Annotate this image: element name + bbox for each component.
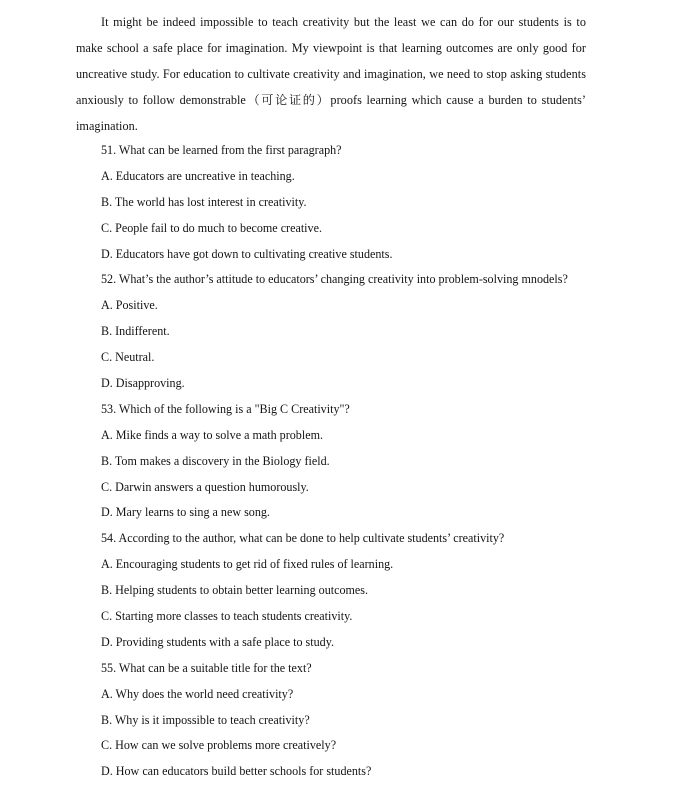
question-53: [101, 397, 601, 526]
answer-option-a: A. Positive.: [101, 298, 158, 313]
answer-option-d: D. Providing students with a safe place to study.: [101, 634, 334, 649]
answer-option-c: C. Darwin answers a question humorously.: [101, 479, 309, 494]
answer-option-b: B. The world has lost interest in creativity.: [101, 194, 307, 209]
question-54: [101, 526, 601, 655]
question-list: [101, 138, 601, 785]
question-51: [101, 138, 601, 267]
answer-option-d: D. Disapproving.: [101, 376, 185, 391]
answer-option-b: B. Why is it impossible to teach creativity?: [101, 712, 310, 727]
answer-option-b: B. Indifferent.: [101, 324, 170, 339]
answer-option-b: B. Helping students to obtain better learning outcomes.: [101, 583, 369, 598]
answer-option-b: B. Tom makes a discovery in the Biology field.: [101, 453, 330, 468]
answer-option-a: A. Encouraging students to get rid of fixed rules of learning.: [101, 557, 394, 572]
answer-option-d: D. Educators have got down to cultivating creative students.: [101, 246, 393, 261]
question-stem: 53. Which of the following is a "Big C Creativity"?: [101, 401, 350, 416]
answer-option-d: D. How can educators build better schools for students?: [101, 764, 372, 779]
passage-paragraph: It might be indeed impossible to teach creativity but the least we can do for our students is to make school a safe place for imagination. My viewpoint is that learning outcomes are only good for uncreative study. For education to cultivate creativity and imagination, we need to stop asking students anxiously to follow demonstrable（可论证的）proofs learning which cause a burden to students’ imagination.: [76, 15, 586, 133]
answer-option-c: C. People fail to do much to become creative.: [101, 220, 322, 235]
answer-option-c: C. How can we solve problems more creatively?: [101, 738, 337, 753]
answer-option-a: A. Mike finds a way to solve a math problem.: [101, 427, 324, 442]
question-stem: 51. What can be learned from the first paragraph?: [101, 143, 342, 157]
question-55: [101, 656, 601, 785]
question-stem: 55. What can be a suitable title for the text?: [101, 660, 312, 675]
answer-option-d: D. Mary learns to sing a new song.: [101, 505, 270, 520]
answer-option-a: A. Why does the world need creativity?: [101, 686, 294, 701]
question-stem: 54. According to the author, what can be done to help cultivate students’ creativity?: [101, 531, 505, 546]
answer-option-a: A. Educators are uncreative in teaching.: [101, 168, 295, 183]
question-stem: 52. What’s the author’s attitude to educators’ changing creativity into problem-solving mnodels?: [101, 272, 568, 287]
answer-option-c: C. Neutral.: [101, 350, 155, 365]
question-52: [101, 267, 601, 396]
answer-option-c: C. Starting more classes to teach students creativity.: [101, 609, 353, 624]
